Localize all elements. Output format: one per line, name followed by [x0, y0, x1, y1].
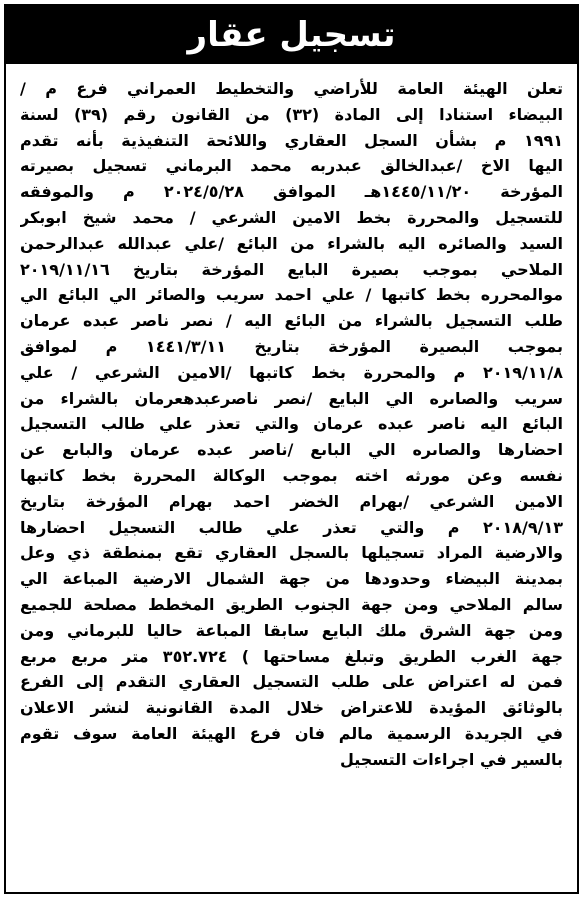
notice-body [6, 64, 577, 773]
body-line: الامين الشرعي /بهرام الخضر احمد بهرام المؤرخة بتاريخ [20, 491, 563, 511]
body-line: بموجب البصيرة المؤرخة بتاريخ ١٤٤١/٣/١١ م لموافق [20, 336, 563, 356]
body-line: احضارها والصاىره الي الباىع /ناصر عبده عرمان والباىع عن [20, 440, 563, 460]
body-line: فمن له اعتراض على طلب التسجيل العقاري التقدم إلى الفرع [20, 672, 563, 692]
body-line: تعلن الهيئة العامة للأراضي والتخطيط العمراني فرع م / [20, 79, 563, 98]
body-line: طلب التسجيل بالشراء من البائع اليه / نصر ناصر عبده عرمان [20, 311, 563, 331]
body-line: للتسجيل والمحررة بخط الامين الشرعي / محمد شيخ ابوبكر [20, 207, 563, 227]
body-line: في الجريدة الرسمية مالم فان فرع الهيئة العامة سوف تقوم [20, 723, 563, 743]
body-line: السيد والصائره اليه بالشراء من البائع /علي عبدالله عبدالرحمن [20, 233, 563, 253]
body-line: سريب والصاىره الي البايع /نصر ناصرعبدهعرمان بالشراء من [20, 388, 563, 408]
body-line: سالم الملاحي ومن جهة الجنوب الطريق المخطط مصلحة للجميع [20, 594, 563, 614]
body-line: ١٩٩١ م بشأن السجل العقاري واللائحة التنفيذية بأنه تقدم [20, 130, 563, 150]
body-line: بالسير في اجراءات التسجيل [339, 749, 563, 769]
body-line: جهة الغرب الطريق وتبلغ مساحتها ) ٣٥٢.٧٢٤ متر مربع مربع [20, 646, 563, 666]
body-line: اليها الاخ /عبدالخالق عبدربه محمد البرماني تسجيل بصيرته [20, 156, 563, 176]
body-line: الملاحي بموجب بصيرة البايع المؤرخة بتاريخ ٢٠١٩/١١/١٦ [20, 259, 563, 279]
body-line: والارضية المراد تسجيلها بالسجل العقاري تقع بمنطقة ذي وعل [20, 543, 563, 563]
notice-title: تسجيل عقار [187, 15, 396, 55]
body-line: ٢٠١٨/٩/١٣ م والتي تعذر علي طالب التسجيل احضارها [20, 517, 563, 537]
body-line: ٢٠١٩/١١/٨ م والمحررة بخط كاتبها /الامين الشرعي / علي [20, 362, 563, 382]
body-line: البيضاء استنادا إلى المادة (٣٢) من القانون رقم (٣٩) لسنة [20, 104, 563, 124]
body-line: بمدينة البيضاء وحدودها من جهة الشمال الارضية المباعة الي [20, 569, 563, 589]
body-line: المؤرخة ١٤٤٥/١١/٢٠هـ الموافق ٢٠٢٤/٥/٢٨ م والموفقه [20, 182, 563, 202]
body-line: بالوثائق المؤيدة للاعتراض خلال المدة القانونية لنشر الاعلان [20, 698, 563, 718]
body-line: البائع اليه ناصر عبده عرمان والتي تعذر علي طالب التسجيل [20, 414, 563, 434]
body-line: نفسه وعن مورثه اخته بموجب الوكالة المحررة بخط كاتبها [20, 465, 563, 485]
notice-frame [4, 4, 579, 894]
title-banner [6, 6, 577, 64]
body-line: ومن جهة الشرق ملك البايع سابقا المباعة حاليا للبرماني ومن [20, 620, 563, 640]
body-line: موالمحرره بخط كاتبها / علي احمد سريب والصائر الي البائع الي [20, 285, 563, 305]
